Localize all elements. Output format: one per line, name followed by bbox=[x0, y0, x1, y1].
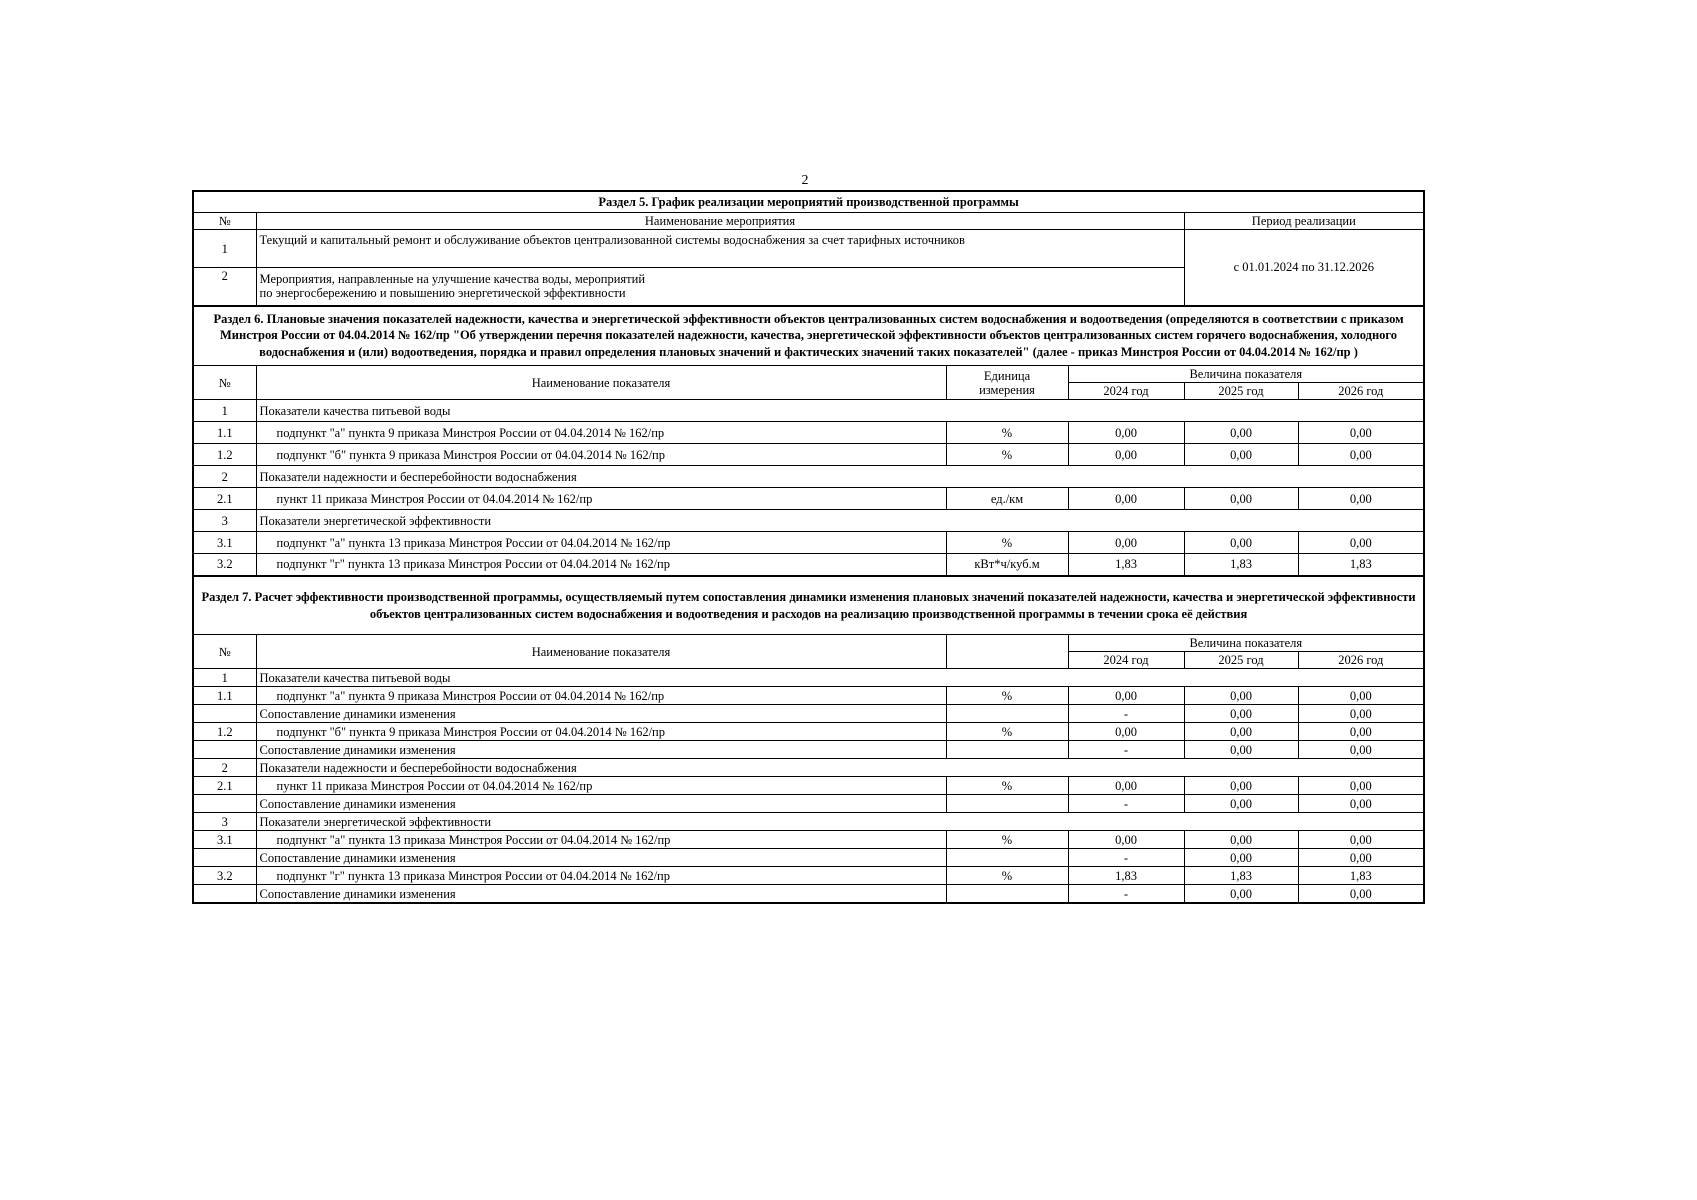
row-unit: кВт*ч/куб.м bbox=[946, 554, 1068, 576]
row-num: 2 bbox=[193, 268, 256, 306]
row-num: 3 bbox=[193, 813, 256, 831]
row-name: пункт 11 приказа Минстроя России от 04.04.2014 № 162/пр bbox=[256, 777, 946, 795]
year-header: 2024 год bbox=[1068, 383, 1184, 400]
row-num: 1.2 bbox=[193, 444, 256, 466]
row-value-2024: 0,00 bbox=[1068, 723, 1184, 741]
row-unit: % bbox=[946, 532, 1068, 554]
row-unit bbox=[946, 885, 1068, 903]
year-header: 2026 год bbox=[1298, 383, 1424, 400]
year-header: 2026 год bbox=[1298, 652, 1424, 669]
row-group-name: Показатели энергетической эффективности bbox=[256, 813, 1424, 831]
table-row bbox=[193, 849, 1424, 867]
row-name: Текущий и капитальный ремонт и обслуживание объектов централизованной системы водоснабжения за счет тарифных источников bbox=[256, 230, 1184, 268]
row-group-name: Показатели надежности и бесперебойности водоснабжения bbox=[256, 759, 1424, 777]
row-num: 2 bbox=[193, 466, 256, 488]
row-value-2026: 0,00 bbox=[1298, 849, 1424, 867]
row-name: Сопоставление динамики изменения bbox=[256, 885, 946, 903]
row-value-2026: 1,83 bbox=[1298, 867, 1424, 885]
year-header: 2025 год bbox=[1184, 383, 1298, 400]
table-row bbox=[193, 444, 1424, 466]
row-value-2026: 0,00 bbox=[1298, 488, 1424, 510]
section7-col-unit bbox=[946, 635, 1068, 669]
table-row bbox=[193, 488, 1424, 510]
table-row bbox=[193, 723, 1424, 741]
row-value-2026: 0,00 bbox=[1298, 831, 1424, 849]
year-header: 2024 год bbox=[1068, 652, 1184, 669]
section6-col-name: Наименование показателя bbox=[256, 366, 946, 400]
row-name: подпункт "г" пункта 13 приказа Минстроя России от 04.04.2014 № 162/пр bbox=[256, 554, 946, 576]
row-value-2025: 0,00 bbox=[1184, 849, 1298, 867]
row-unit bbox=[946, 741, 1068, 759]
row-name: Сопоставление динамики изменения bbox=[256, 795, 946, 813]
row-num: 2 bbox=[193, 759, 256, 777]
row-value-2026: 0,00 bbox=[1298, 705, 1424, 723]
row-value-2025: 0,00 bbox=[1184, 422, 1298, 444]
section7-col-value: Величина показателя bbox=[1068, 635, 1424, 652]
section5-title: Раздел 5. График реализации мероприятий производственной программы bbox=[193, 191, 1424, 213]
section7-header-row-1 bbox=[193, 635, 1424, 652]
row-num: 1 bbox=[193, 669, 256, 687]
row-value-2024: 1,83 bbox=[1068, 867, 1184, 885]
row-name: подпункт "а" пункта 9 приказа Минстроя России от 04.04.2014 № 162/пр bbox=[256, 687, 946, 705]
row-value-2024: 0,00 bbox=[1068, 532, 1184, 554]
row-value-2025: 0,00 bbox=[1184, 532, 1298, 554]
row-value-2024: 0,00 bbox=[1068, 831, 1184, 849]
row-group-name: Показатели качества питьевой воды bbox=[256, 669, 1424, 687]
row-value-2025: 0,00 bbox=[1184, 723, 1298, 741]
row-value-2026: 1,83 bbox=[1298, 554, 1424, 576]
row-name: подпункт "г" пункта 13 приказа Минстроя России от 04.04.2014 № 162/пр bbox=[256, 867, 946, 885]
row-value-2026: 0,00 bbox=[1298, 741, 1424, 759]
row-value-2025: 0,00 bbox=[1184, 831, 1298, 849]
section7-title-row bbox=[193, 576, 1424, 635]
row-unit bbox=[946, 705, 1068, 723]
section7-col-num: № bbox=[193, 635, 256, 669]
table-row bbox=[193, 422, 1424, 444]
section5-title-row bbox=[193, 191, 1424, 213]
section6-col-value: Величина показателя bbox=[1068, 366, 1424, 383]
row-num: 2.1 bbox=[193, 488, 256, 510]
table-row bbox=[193, 669, 1424, 687]
table-row bbox=[193, 510, 1424, 532]
row-value-2024: - bbox=[1068, 885, 1184, 903]
row-num: 2.1 bbox=[193, 777, 256, 795]
section6-body bbox=[193, 400, 1424, 576]
table-row bbox=[193, 867, 1424, 885]
row-unit: % bbox=[946, 831, 1068, 849]
section6-col-unit bbox=[946, 366, 1068, 400]
table-row bbox=[193, 813, 1424, 831]
row-value-2026: 0,00 bbox=[1298, 723, 1424, 741]
row-value-2026: 0,00 bbox=[1298, 532, 1424, 554]
row-num bbox=[193, 849, 256, 867]
row-unit bbox=[946, 795, 1068, 813]
section7-col-name: Наименование показателя bbox=[256, 635, 946, 669]
section6-title-row bbox=[193, 306, 1424, 366]
section5-col-num: № bbox=[193, 213, 256, 230]
row-num bbox=[193, 795, 256, 813]
document-table bbox=[192, 190, 1425, 904]
row-unit: % bbox=[946, 444, 1068, 466]
row-unit bbox=[946, 849, 1068, 867]
row-num: 3.1 bbox=[193, 532, 256, 554]
section5-col-period: Период реализации bbox=[1184, 213, 1424, 230]
row-group-name: Показатели надежности и бесперебойности водоснабжения bbox=[256, 466, 1424, 488]
row-value-2025: 0,00 bbox=[1184, 777, 1298, 795]
table-row bbox=[193, 795, 1424, 813]
section6-title: Раздел 6. Плановые значения показателей надежности, качества и энергетической эффективности объектов централизованных систем водоснабжения и водоотведения (определяются в соответствии с приказом Минстроя России от 04.04.2014 № 162/пр "Об утверждении перечня показателей надежности, качества, энергетической эффективности объектов централизованных систем горячего водоснабжения, холодного водоснабжения и (или) водоотведения, порядка и правил определения плановых значений и фактических значений таких показателей" (далее - приказ Минстроя России от 04.04.2014 № 162/пр ) bbox=[193, 306, 1424, 366]
year-header: 2025 год bbox=[1184, 652, 1298, 669]
row-unit: % bbox=[946, 687, 1068, 705]
row-num: 3 bbox=[193, 510, 256, 532]
row-num: 1 bbox=[193, 230, 256, 268]
row-name: пункт 11 приказа Минстроя России от 04.04.2014 № 162/пр bbox=[256, 488, 946, 510]
row-value-2024: - bbox=[1068, 795, 1184, 813]
row-value-2024: 0,00 bbox=[1068, 777, 1184, 795]
table-row bbox=[193, 759, 1424, 777]
row-value-2024: 0,00 bbox=[1068, 422, 1184, 444]
row-name: подпункт "а" пункта 13 приказа Минстроя России от 04.04.2014 № 162/пр bbox=[256, 532, 946, 554]
row-value-2024: - bbox=[1068, 849, 1184, 867]
row-unit: % bbox=[946, 723, 1068, 741]
row-num: 1.2 bbox=[193, 723, 256, 741]
row-num: 1 bbox=[193, 400, 256, 422]
section7-title: Раздел 7. Расчет эффективности производственной программы, осуществляемый путем сопоставления динамики изменения плановых значений показателей надежности, качества и энергетической эффективности объектов централизованных систем водоснабжения и водоотведения и расходов на реализацию производственной программы в течении срока её действия bbox=[193, 576, 1424, 635]
row-value-2025: 0,00 bbox=[1184, 705, 1298, 723]
row-value-2025: 0,00 bbox=[1184, 741, 1298, 759]
row-value-2025: 1,83 bbox=[1184, 554, 1298, 576]
page-number: 2 bbox=[801, 173, 809, 188]
row-value-2026: 0,00 bbox=[1298, 777, 1424, 795]
row-name-line: Мероприятия, направленные на улучшение качества воды, мероприятий bbox=[259, 272, 646, 287]
row-unit: % bbox=[946, 867, 1068, 885]
row-value-2026: 0,00 bbox=[1298, 444, 1424, 466]
row-num bbox=[193, 705, 256, 723]
row-name-line: по энергосбережению и повышению энергетической эффективности bbox=[259, 286, 626, 301]
row-name: подпункт "б" пункта 9 приказа Минстроя России от 04.04.2014 № 162/пр bbox=[256, 444, 946, 466]
section5-col-name: Наименование мероприятия bbox=[256, 213, 1184, 230]
row-group-name: Показатели качества питьевой воды bbox=[256, 400, 1424, 422]
row-value-2025: 1,83 bbox=[1184, 867, 1298, 885]
row-value-2024: 0,00 bbox=[1068, 488, 1184, 510]
row-unit: ед./км bbox=[946, 488, 1068, 510]
table-row bbox=[193, 705, 1424, 723]
row-name: подпункт "а" пункта 13 приказа Минстроя России от 04.04.2014 № 162/пр bbox=[256, 831, 946, 849]
row-value-2026: 0,00 bbox=[1298, 885, 1424, 903]
row-num: 1.1 bbox=[193, 687, 256, 705]
row-num: 1.1 bbox=[193, 422, 256, 444]
table-row bbox=[193, 687, 1424, 705]
row-value-2025: 0,00 bbox=[1184, 885, 1298, 903]
table-row bbox=[193, 741, 1424, 759]
section5-period: с 01.01.2024 по 31.12.2026 bbox=[1184, 230, 1424, 306]
section5-row-1 bbox=[193, 230, 1424, 268]
table-row bbox=[193, 831, 1424, 849]
row-value-2025: 0,00 bbox=[1184, 444, 1298, 466]
section7-body bbox=[193, 669, 1424, 903]
section6-header-row-1 bbox=[193, 366, 1424, 383]
row-num: 3.2 bbox=[193, 554, 256, 576]
row-num bbox=[193, 741, 256, 759]
unit-header-line: Единица bbox=[983, 368, 1031, 383]
row-value-2026: 0,00 bbox=[1298, 795, 1424, 813]
row-value-2026: 0,00 bbox=[1298, 687, 1424, 705]
row-value-2025: 0,00 bbox=[1184, 795, 1298, 813]
row-value-2025: 0,00 bbox=[1184, 687, 1298, 705]
row-value-2025: 0,00 bbox=[1184, 488, 1298, 510]
section6-col-num: № bbox=[193, 366, 256, 400]
row-group-name: Показатели энергетической эффективности bbox=[256, 510, 1424, 532]
row-num bbox=[193, 885, 256, 903]
row-value-2024: 1,83 bbox=[1068, 554, 1184, 576]
row-value-2024: - bbox=[1068, 705, 1184, 723]
row-unit: % bbox=[946, 422, 1068, 444]
row-name: подпункт "а" пункта 9 приказа Минстроя России от 04.04.2014 № 162/пр bbox=[256, 422, 946, 444]
row-value-2026: 0,00 bbox=[1298, 422, 1424, 444]
unit-header-line: измерения bbox=[979, 382, 1035, 397]
table-row bbox=[193, 532, 1424, 554]
table-row bbox=[193, 885, 1424, 903]
row-value-2024: 0,00 bbox=[1068, 687, 1184, 705]
section5-header-row bbox=[193, 213, 1424, 230]
row-num: 3.1 bbox=[193, 831, 256, 849]
table-row bbox=[193, 400, 1424, 422]
row-unit: % bbox=[946, 777, 1068, 795]
table-row bbox=[193, 554, 1424, 576]
row-name: Сопоставление динамики изменения bbox=[256, 705, 946, 723]
row-value-2024: - bbox=[1068, 741, 1184, 759]
table-row bbox=[193, 466, 1424, 488]
row-name: Сопоставление динамики изменения bbox=[256, 741, 946, 759]
row-num: 3.2 bbox=[193, 867, 256, 885]
table-row bbox=[193, 777, 1424, 795]
row-value-2024: 0,00 bbox=[1068, 444, 1184, 466]
row-name: подпункт "б" пункта 9 приказа Минстроя России от 04.04.2014 № 162/пр bbox=[256, 723, 946, 741]
row-name: Сопоставление динамики изменения bbox=[256, 849, 946, 867]
row-name bbox=[256, 268, 1184, 306]
